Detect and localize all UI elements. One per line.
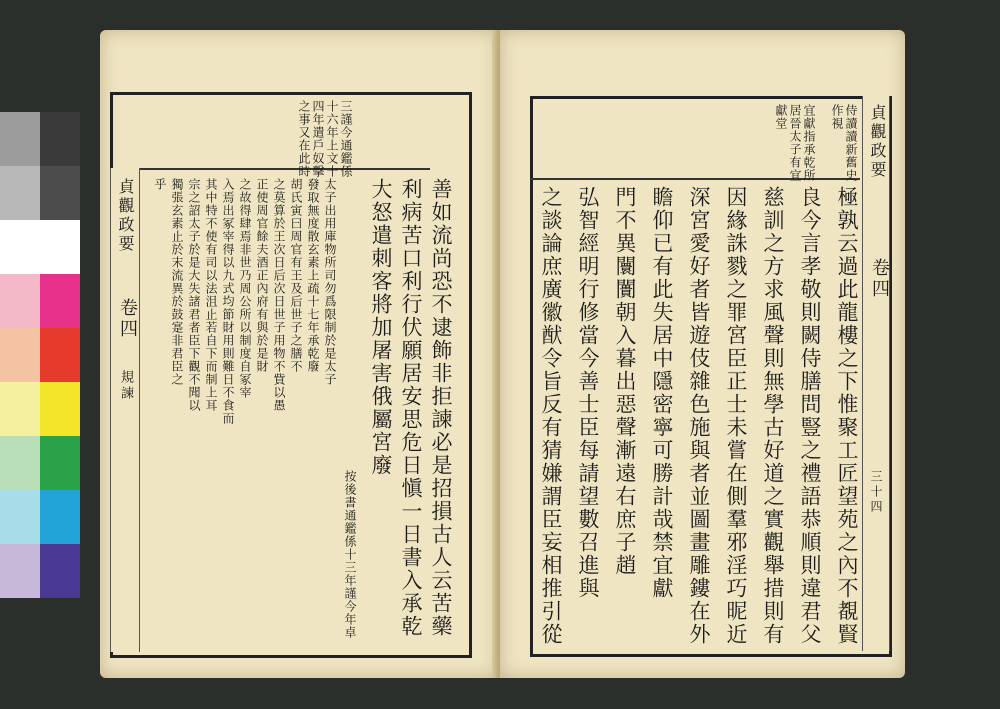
color-swatch	[0, 166, 40, 220]
right-top-note-column: 侍讀讀新舊史	[844, 104, 858, 182]
left-top-note-column: 十六年上文十	[325, 100, 339, 178]
color-calibration-card	[0, 112, 80, 598]
left-commentary-column: 胡氏寅曰周官有王及后世子之膳不	[289, 178, 303, 373]
right-top-note-column: 獻堂	[774, 104, 788, 130]
right-top-note-column: 作視	[830, 104, 844, 130]
color-swatch	[40, 274, 80, 328]
left-commentary-column: 獨張玄素止於末流異於鼓寔非君臣之	[170, 178, 184, 386]
color-swatch	[0, 112, 40, 166]
color-swatch	[40, 544, 80, 598]
right-main-column: 因緣誅戮之罪宮臣正士未嘗在側羣邪淫巧昵近	[724, 186, 748, 646]
left-commentary-column: 宗之詔太子於是大失諸君者臣下觀不聞以	[187, 178, 201, 412]
color-swatch	[40, 382, 80, 436]
left-fold-volume: 卷四	[117, 298, 138, 340]
right-fold-volume: 卷四	[869, 258, 890, 300]
left-commentary-column: 乎	[153, 178, 167, 191]
left-main-column: 善如流尚恐不逮飾非拒諫必是招損古人云苦藥	[429, 178, 453, 638]
color-swatch	[0, 220, 40, 274]
left-main-column: 利病苦口利行伏願居安思危日愼一日書入承乾	[399, 178, 423, 638]
left-commentary-column: 之莫算於王次日后次日世子用物不貲以愚	[272, 178, 286, 412]
right-top-note-column: 宜獻指承乾所	[802, 104, 816, 182]
color-swatch	[40, 490, 80, 544]
right-main-column: 極孰云過此龍樓之下惟聚工匠望苑之內不覩賢	[835, 186, 859, 646]
left-commentary-column: 其中特不使有司以法沮止若自下而制上耳	[204, 178, 218, 412]
right-main-column: 慈訓之方求風聲則無學古好道之實觀舉措則有	[761, 186, 785, 646]
color-swatch	[0, 328, 40, 382]
color-swatch	[0, 274, 40, 328]
color-swatch	[40, 112, 80, 166]
color-swatch	[0, 382, 40, 436]
right-main-column: 門不異闤闠朝入暮出惡聲漸遠右庶子趙	[613, 186, 637, 577]
right-main-column: 良今言孝敬則闕侍膳問豎之禮語恭順則違君父	[798, 186, 822, 646]
color-swatch	[40, 166, 80, 220]
right-main-column: 弘智經明行修當今善士臣每請望數召進與	[576, 186, 600, 600]
right-main-column: 深宮愛好者皆遊伎雜色施與者並圖畫雕鏤在外	[687, 186, 711, 646]
right-main-column: 之談論庶廣徽猷令旨反有猜嫌謂臣妄相推引從	[539, 186, 563, 646]
left-commentary-column: 發取無度散玄素上疏十七年承乾廢	[306, 178, 320, 373]
color-swatch	[0, 436, 40, 490]
left-commentary-column: 正使周官餘夫酒正內府有與於是財	[255, 178, 269, 373]
right-fold-title: 貞觀政要	[868, 104, 887, 180]
color-swatch	[0, 490, 40, 544]
left-commentary-column: 入焉出冢宰得以九式均節財用則難日不食而	[221, 178, 235, 425]
left-header-rule	[110, 168, 430, 170]
left-fold-section: 規諫	[118, 370, 133, 402]
left-top-note-column: 四年遣戶奴擊	[311, 100, 325, 178]
right-page	[500, 30, 905, 678]
left-top-note-column: 三謹今通鑑係	[339, 100, 353, 178]
right-top-note-column: 居晉太子有宜	[788, 104, 802, 182]
right-page-number: 三十四	[869, 470, 883, 515]
left-main-column: 大怒遣刺客將加屠害俄屬宮廢	[369, 178, 393, 477]
left-commentary-tail: 按後書通鑑係十三年謹今年卓	[343, 470, 357, 639]
color-swatch	[40, 328, 80, 382]
left-fold-title: 貞觀政要	[116, 178, 135, 254]
left-page	[100, 30, 498, 678]
right-main-column: 瞻仰已有此失居中隱密寧可勝計哉禁宜獻	[650, 186, 674, 600]
left-commentary-column: 之故得肆焉非世乃周公所以制度自冢宰	[238, 178, 252, 399]
color-swatch	[40, 436, 80, 490]
left-commentary-column: 太子出用庫物所司勿爲限制於是太子	[323, 178, 337, 386]
color-swatch	[40, 220, 80, 274]
left-top-note-column: 之事又在此時	[297, 100, 311, 178]
open-book	[100, 30, 905, 678]
color-swatch	[0, 544, 40, 598]
